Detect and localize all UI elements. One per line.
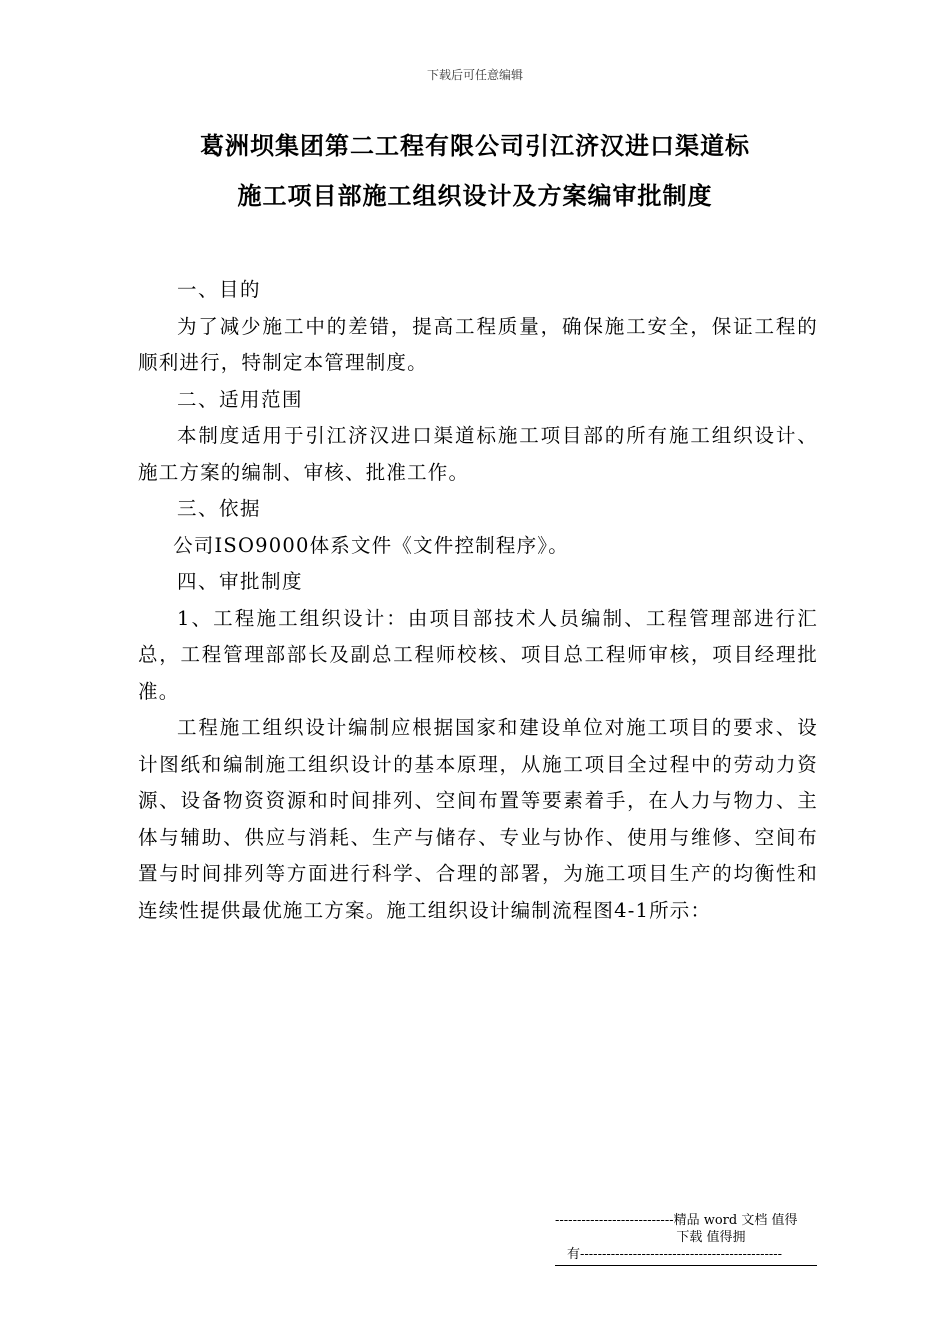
document-body	[138, 272, 818, 929]
section-heading-scope: 二、适用范围	[177, 387, 304, 411]
header-note: 下载后可任意编辑	[426, 68, 523, 82]
paragraph-scope: 本制度适用于引江济汉进口渠道标施工项目部的所有施工组织设计、施工方案的编制、审核、批准工作。	[138, 424, 818, 484]
document-title-line-1: 葛洲坝集团第二工程有限公司引江济汉进口渠道标	[200, 132, 750, 160]
footer-note	[555, 1212, 817, 1266]
paragraph-design-description: 工程施工组织设计编制应根据国家和建设单位对施工项目的要求、设计图纸和编制施工组织设计的基本原理，从施工项目全过程中的劳动力资源、设备物资资源和时间排列、空间布置等要素着手，在人力与物力、主体与辅助、供应与消耗、生产与储存、专业与协作、使用与维修、空间布置与时间排列等方面进行科学、合理的部署，为施工项目生产的均衡性和连续性提供最优施工方案。施工组织设计编制流程图4-1所示：	[138, 716, 818, 922]
paragraph-purpose: 为了减少施工中的差错，提高工程质量，确保施工安全，保证工程的顺利进行，特制定本管理制度。	[138, 314, 818, 374]
footer-line-1: ---------------------------精品 word 文档 值得	[555, 1213, 798, 1228]
document-title-line-2: 施工项目部施工组织设计及方案编审批制度	[237, 182, 713, 210]
section-heading-basis: 三、依据	[177, 497, 262, 520]
section-heading-approval: 四、审批制度	[177, 570, 304, 593]
footer-line-3: 有----------------------------------------------	[555, 1246, 817, 1266]
footer-line-2: 下载 值得拥	[676, 1230, 746, 1245]
paragraph-approval-item-1: 1、工程施工组织设计：由项目部技术人员编制、工程管理部进行汇总，工程管理部部长及副总工程师校核、项目总工程师审核，项目经理批准。	[138, 606, 818, 703]
paragraph-basis: 公司ISO9000体系文件《文件控制程序》。	[173, 533, 569, 557]
section-heading-purpose: 一、目的	[177, 278, 262, 301]
